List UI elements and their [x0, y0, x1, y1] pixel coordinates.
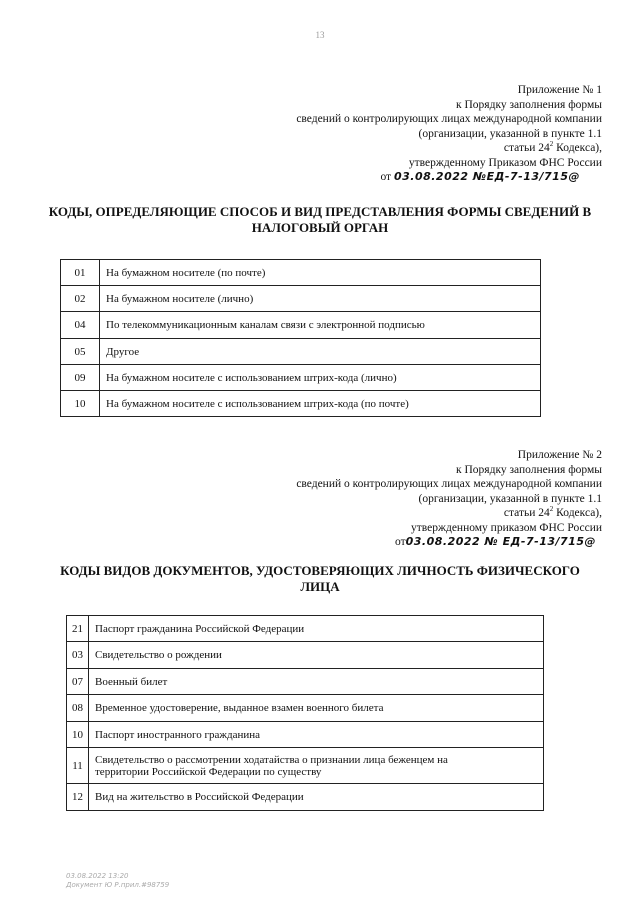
description-cell — [100, 365, 541, 391]
table-row — [61, 260, 541, 286]
description-cell — [89, 695, 544, 722]
code-cell: 01 — [61, 260, 100, 286]
description-text: На бумажном носителе (лично) — [106, 292, 254, 305]
description-text: Паспорт иностранного гражданина — [95, 728, 261, 741]
submission-codes-table — [60, 259, 541, 417]
appendix-1-line-1: к Порядку заполнения формы — [456, 98, 602, 111]
heading-2-line-2: ЛИЦА — [300, 579, 340, 594]
appendix-1-article — [296, 141, 602, 156]
code-cell: 04 — [61, 312, 100, 339]
footer-line-1: 03.08.2022 13:20 — [66, 872, 129, 880]
table-row — [67, 695, 544, 722]
table-row — [67, 616, 544, 642]
heading-submission-codes — [40, 204, 600, 236]
heading-identity-document-codes — [40, 563, 600, 595]
code-cell: 09 — [61, 365, 100, 391]
appendix-1-order-prefix: от — [380, 171, 392, 183]
appendix-1-title: Приложение № 1 — [517, 84, 602, 96]
description-text-continued: территории Российской Федерации по существу — [95, 765, 322, 778]
appendix-2-article-prefix: статьи 24 — [503, 507, 550, 519]
code-cell: 02 — [61, 286, 100, 312]
appendix-1-order-handwritten: 03.08.2022 №ЕД-7-13/715@ — [393, 170, 580, 183]
identity-document-codes-table — [66, 615, 544, 811]
appendix-1-article-sup: 2 — [549, 140, 554, 149]
table-row — [61, 312, 541, 339]
code-cell: 12 — [67, 784, 89, 811]
description-cell — [89, 616, 544, 642]
appendix-2-line-1: к Порядку заполнения формы — [456, 463, 602, 476]
heading-1-line-1: КОДЫ, ОПРЕДЕЛЯЮЩИЕ СПОСОБ И ВИД ПРЕДСТАВЛЕНИЯ ФОРМЫ СВЕДЕНИЙ В — [48, 204, 592, 219]
appendix-2-title: Приложение № 2 — [517, 449, 602, 461]
appendix-1-approved: утвержденному Приказом ФНС России — [408, 156, 602, 169]
heading-1-line-2: НАЛОГОВЫЙ ОРГАН — [251, 220, 389, 235]
description-text: На бумажном носителе с использованием штрих-кода (лично) — [106, 371, 397, 384]
description-cell — [100, 339, 541, 365]
description-text: Военный билет — [95, 675, 168, 688]
description-text: На бумажном носителе с использованием штрих-кода (по почте) — [106, 397, 409, 410]
description-cell — [100, 286, 541, 312]
table-row — [61, 391, 541, 417]
description-cell — [89, 784, 544, 811]
footer-line-2: Документ Ю Р.прил.#98759 — [66, 881, 170, 889]
submission-codes-body — [61, 260, 541, 417]
code-cell: 03 — [67, 642, 89, 669]
appendix-1-line-3: (организации, указанной в пункте 1.1 — [418, 127, 602, 140]
table-row — [67, 669, 544, 695]
code-cell: 11 — [67, 748, 89, 784]
identity-document-codes-body — [67, 616, 544, 811]
description-text: По телекоммуникационным каналам связи с электронной подписью — [106, 319, 425, 331]
appendix-2-article — [296, 506, 602, 521]
description-cell — [89, 669, 544, 695]
appendix-2-line-3: (организации, указанной в пункте 1.1 — [418, 492, 602, 505]
description-text: Временное удостоверение, выданное взамен военного билета — [95, 702, 384, 714]
code-cell: 08 — [67, 695, 89, 722]
description-text: Свидетельство о рождении — [95, 649, 222, 661]
table-row — [61, 286, 541, 312]
appendix-1-article-prefix: статьи 24 — [503, 142, 550, 154]
code-cell: 10 — [67, 722, 89, 748]
heading-2-line-1: КОДЫ ВИДОВ ДОКУМЕНТОВ, УДОСТОВЕРЯЮЩИХ ЛИЧНОСТЬ ФИЗИЧЕСКОГО — [60, 563, 580, 578]
appendix-1-article-suffix: Кодекса), — [553, 142, 602, 154]
appendix-2-order — [296, 535, 602, 550]
table-row — [67, 784, 544, 811]
footer-stamp — [66, 872, 169, 890]
description-cell — [100, 312, 541, 339]
table-row — [61, 339, 541, 365]
description-cell — [89, 748, 544, 784]
code-cell: 10 — [61, 391, 100, 417]
description-text: На бумажном носителе (по почте) — [106, 266, 266, 279]
appendix-2-article-suffix: Кодекса), — [553, 507, 602, 519]
table-row — [67, 748, 544, 784]
code-cell: 21 — [67, 616, 89, 642]
description-text: Другое — [106, 345, 140, 358]
description-cell — [89, 722, 544, 748]
table-row — [67, 642, 544, 669]
appendix-2-order-prefix: от — [395, 536, 406, 548]
appendix-2-line-2: сведений о контролирующих лицах международной компании — [296, 478, 602, 490]
description-cell — [89, 642, 544, 669]
code-cell: 05 — [61, 339, 100, 365]
appendix-1-header — [296, 83, 602, 185]
description-cell — [100, 391, 541, 417]
appendix-1-line-2: сведений о контролирующих лицах международной компании — [296, 113, 602, 125]
appendix-2-order-handwritten: 03.08.2022 № ЕД-7-13/715@ — [405, 535, 596, 548]
appendix-1-order — [296, 170, 602, 185]
description-cell — [100, 260, 541, 286]
code-cell: 07 — [67, 669, 89, 695]
description-text: Свидетельство о рассмотрении ходатайства о признании лица беженцем на — [95, 753, 448, 766]
page-number: 13 — [315, 30, 325, 40]
appendix-2-article-sup: 2 — [549, 505, 554, 514]
appendix-2-approved: утвержденному приказом ФНС России — [411, 521, 602, 534]
table-row — [67, 722, 544, 748]
description-text: Паспорт гражданина Российской Федерации — [95, 622, 305, 635]
description-text: Вид на жительство в Российской Федерации — [95, 791, 304, 803]
appendix-2-header — [296, 448, 602, 550]
table-row — [61, 365, 541, 391]
